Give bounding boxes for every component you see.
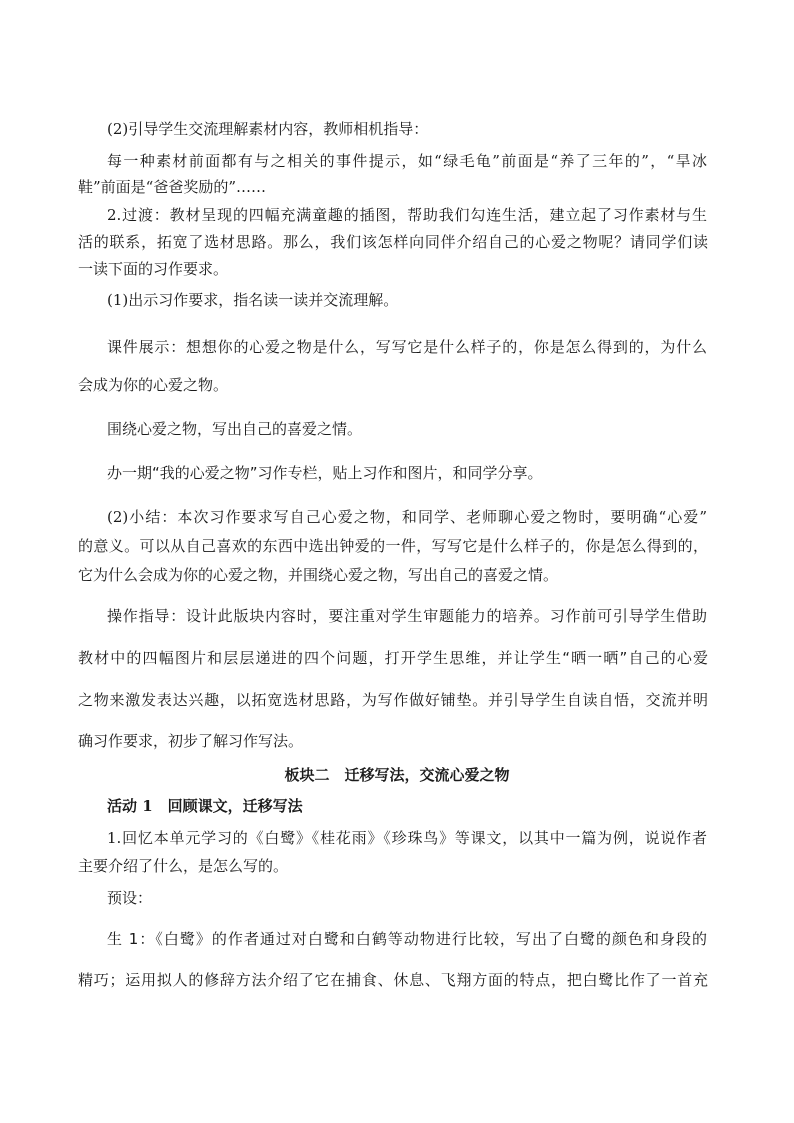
paragraph-summary-3: 它为什么会成为你的心爱之物，并围绕心爱之物，写出自己的喜爱之情。 (78, 566, 559, 584)
activity-heading-1: 活动 1 回顾课文，迁移写法 (107, 797, 303, 815)
paragraph-material-hint-2: 鞋”前面是“爸爸奖励的”…… (78, 178, 267, 196)
paragraph-requirement-emotion: 围绕心爱之物，写出自己的喜爱之情。 (107, 420, 363, 438)
paragraph-operation-guide-1: 操作指导：设计此版块内容时，要注重对学生审题能力的培养。习作前可引导学生借助 (107, 607, 707, 625)
paragraph-operation-guide-3: 之物来激发表达兴趣，以拓宽选材思路，为写作做好铺垫。并引导学生自读自悟，交流并明 (78, 691, 708, 709)
paragraph-courseware-1: 课件展示：想想你的心爱之物是什么，写写它是什么样子的，你是怎么得到的，为什么 (107, 338, 707, 356)
paragraph-guide-exchange: (2)引导学生交流理解素材内容，教师相机指导： (107, 120, 429, 138)
section-heading-block-two: 板块二 迁移写法，交流心爱之物 (284, 766, 510, 784)
paragraph-requirement-column: 办一期“我的心爱之物”习作专栏，贴上习作和图片，和同学分享。 (107, 464, 543, 482)
paragraph-recall-texts-2: 主要介绍了什么，是怎么写的。 (78, 857, 289, 875)
paragraph-courseware-2: 会成为你的心爱之物。 (78, 376, 229, 394)
paragraph-preset-label: 预设： (107, 889, 153, 907)
paragraph-material-hint-1: 每一种素材前面都有与之相关的事件提示，如“绿毛龟”前面是“养了三年的”，“旱冰 (107, 152, 707, 170)
paragraph-transition-1: 2.过渡：教材呈现的四幅充满童趣的插图，帮助我们勾连生活，建立起了习作素材与生 (107, 206, 707, 224)
paragraph-show-requirements: (1)出示习作要求，指名读一读并交流理解。 (107, 291, 399, 309)
paragraph-transition-3: 一读下面的习作要求。 (78, 260, 229, 278)
paragraph-summary-2: 的意义。可以从自己喜欢的东西中选出钟爱的一件，写写它是什么样子的，你是怎么得到的， (78, 537, 708, 555)
paragraph-operation-guide-4: 确习作要求，初步了解习作写法。 (78, 732, 304, 750)
paragraph-operation-guide-2: 教材中的四幅图片和层层递进的四个问题，打开学生思维，并让学生“晒一晒”自己的心爱 (78, 649, 708, 667)
paragraph-student-1-a: 生 1：《白鹭》的作者通过对白鹭和白鹤等动物进行比较，写出了白鹭的颜色和身段的 (107, 930, 707, 948)
paragraph-student-1-b: 精巧；运用拟人的修辞方法介绍了它在捕食、休息、飞翔方面的特点，把白鹭比作了一首充 (78, 971, 708, 989)
paragraph-recall-texts-1: 1.回忆本单元学习的《白鹭》《桂花雨》《珍珠鸟》等课文，以其中一篇为例，说说作者 (107, 829, 707, 847)
paragraph-transition-2: 活的联系，拓宽了选材思路。那么，我们该怎样向同伴介绍自己的心爱之物呢？请同学们读 (78, 233, 708, 251)
paragraph-summary-1: (2)小结：本次习作要求写自己心爱之物，和同学、老师聊心爱之物时，要明确“心爱” (107, 508, 707, 526)
